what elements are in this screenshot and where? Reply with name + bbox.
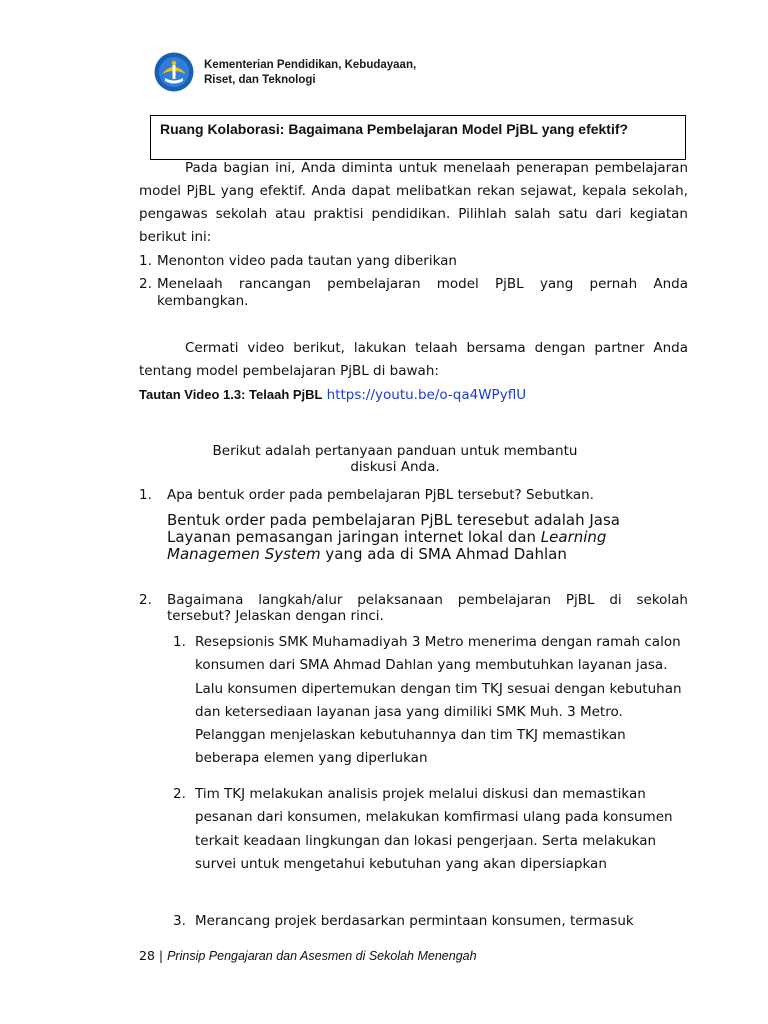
step-text: Tim TKJ melakukan analisis projek melalui diskusi dan memastikan pesanan dari konsumen, melakukan komfirmasi ulang pada konsumen terkait keadaan lingkungan dan lokasi pengerjaan. Serta melakukan survei untuk mengetahui kebutuhan yang akan dipersiapkan (195, 786, 673, 872)
answer-italic-term: Learning Managemen System (167, 528, 607, 563)
video-link[interactable]: https://youtu.be/o-qa4WPyflU (326, 387, 527, 403)
activity-list-item (139, 276, 688, 310)
video-instruction-text: Cermati video berikut, lakukan telaah bersama dengan partner Anda tentang model pembelajaran PjBL di bawah: (139, 340, 688, 379)
organization-name (204, 58, 464, 88)
section-title: Ruang Kolaborasi: Bagaimana Pembelajaran Model PjBL yang efektif? (160, 121, 629, 137)
kemendikbud-emblem-icon (154, 52, 194, 92)
page-number: 28 (139, 948, 155, 963)
section-title-box (150, 115, 686, 160)
footer-separator: | (158, 948, 164, 963)
step-text: Resepsionis SMK Muhamadiyah 3 Metro menerima dengan ramah calon konsumen dari SMA Ahmad Dahlan yang membutuhkan layanan jasa. Lalu konsumen dipertemukan dengan tim TKJ sesuai dengan kebutuhan dan ketersediaan layanan jasa yang dimiliki SMK Muh. 3 Metro. Pelanggan menjelaskan kebutuhannya dan tim TKJ memastikan beberapa elemen yang diperlukan (195, 634, 682, 767)
question-text: Apa bentuk order pada pembelajaran PjBL tersebut? Sebutkan. (167, 487, 594, 503)
answer-text-end: yang ada di SMA Ahmad Dahlan (320, 545, 567, 563)
activity-list-item (139, 250, 688, 273)
step-item (173, 631, 683, 771)
list-number: 2. (139, 276, 152, 292)
question-number: 2. (139, 592, 152, 608)
video-reference (139, 386, 526, 405)
step-number: 2. (173, 786, 186, 802)
question-number: 1. (139, 487, 152, 503)
list-number: 1. (139, 253, 152, 269)
step-number: 1. (173, 634, 186, 650)
question-2 (139, 592, 688, 624)
answer-1 (167, 512, 687, 563)
org-name-line1: Kementerian Pendidikan, Kebudayaan, (204, 59, 417, 71)
step-item (173, 910, 683, 933)
answer-text: Bentuk order pada pembelajaran PjBL teresebut adalah Jasa Layanan pemasangan jaringan internet lokal dan (167, 511, 620, 546)
step-text: Merancang projek berdasarkan permintaan konsumen, termasuk (195, 913, 634, 929)
org-name-line2: Riset, dan Teknologi (204, 74, 316, 86)
page-footer (139, 948, 477, 964)
step-item (173, 783, 683, 876)
guide-caption: Berikut adalah pertanyaan panduan untuk membantu diskusi Anda. (212, 443, 578, 475)
book-title: Prinsip Pengajaran dan Asesmen di Sekolah Menengah (167, 949, 477, 963)
step-number: 3. (173, 913, 186, 929)
list-text: Menonton video pada tautan yang diberikan (157, 253, 457, 269)
video-instruction-paragraph (139, 337, 688, 383)
intro-paragraph (139, 157, 688, 249)
question-1 (139, 486, 688, 504)
video-label: Tautan Video 1.3: Telaah PjBL (139, 387, 323, 402)
intro-text: Pada bagian ini, Anda diminta untuk menelaah penerapan pembelajaran model PjBL yang efektif. Anda dapat melibatkan rekan sejawat, kepala sekolah, pengawas sekolah atau praktisi pendidikan. Pilihlah salah satu dari kegiatan berikut ini: (139, 160, 688, 245)
list-text: Menelaah rancangan pembelajaran model PjBL yang pernah Anda kembangkan. (157, 276, 688, 309)
question-text: Bagaimana langkah/alur pelaksanaan pembelajaran PjBL di sekolah tersebut? Jelaskan dengan rinci. (167, 592, 688, 624)
